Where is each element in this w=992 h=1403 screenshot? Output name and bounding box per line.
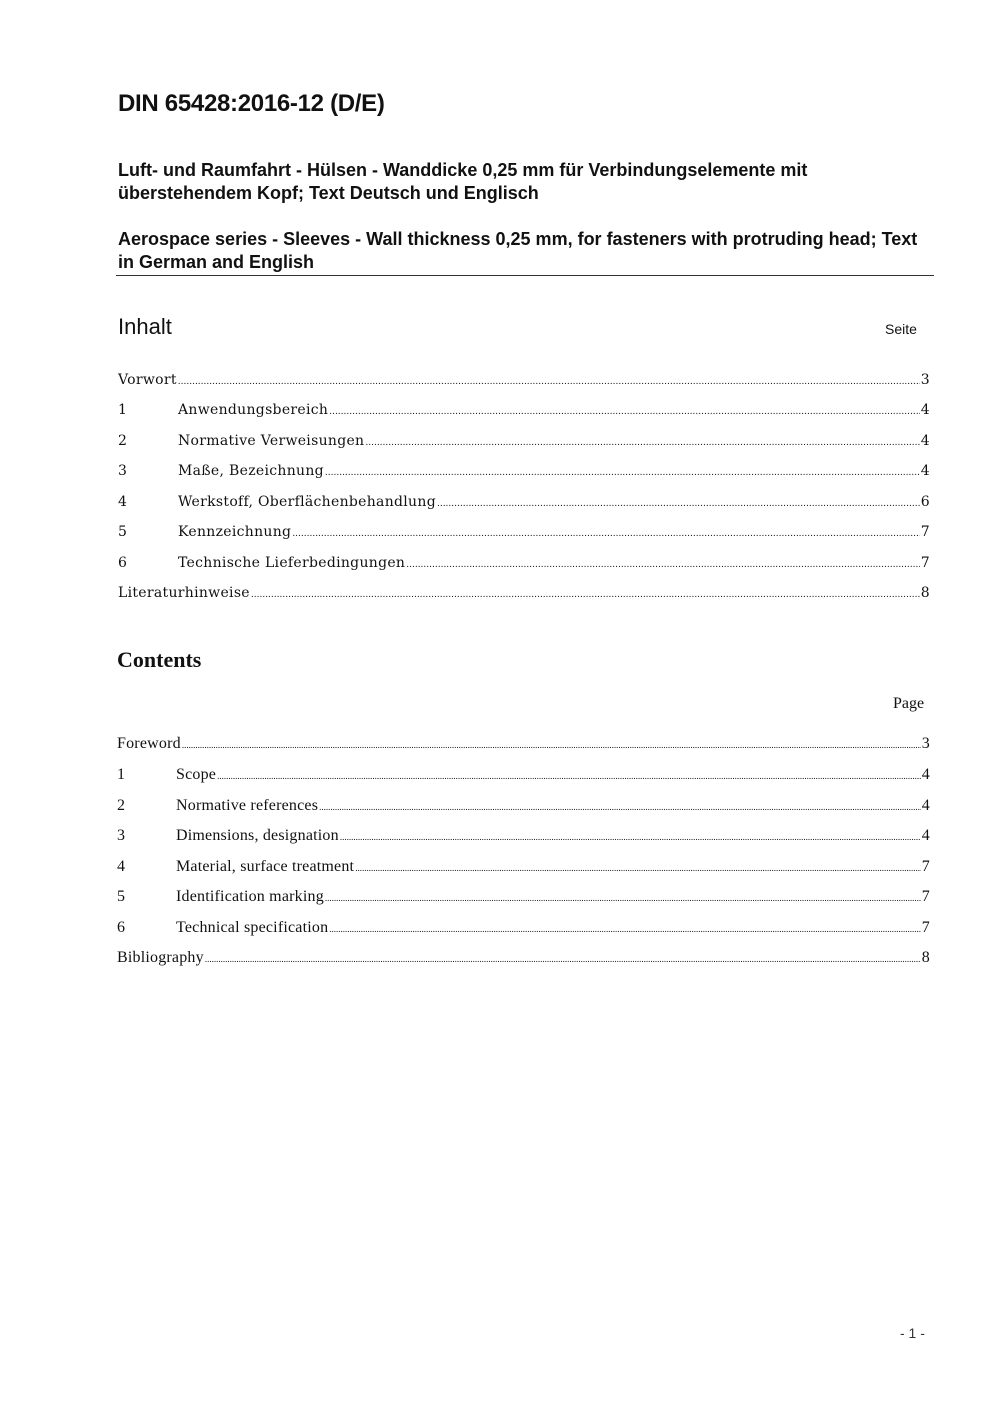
toc-en-entry-foreword[interactable] [117,735,930,753]
title-divider [116,275,934,276]
toc-entry-label: Vorwort [118,372,177,388]
toc-entry-number: 3 [117,827,126,844]
toc-de-entry-1[interactable] [118,402,930,418]
toc-entry-label: Technische Lieferbedingungen [178,555,406,571]
toc-entry-label: Scope [176,766,217,783]
toc-leader-dots [355,863,921,873]
toc-entry-number: 4 [117,858,126,875]
toc-leader-dots [205,954,921,964]
toc-entry-page: 4 [921,827,930,844]
toc-entry-page: 4 [920,463,930,479]
toc-de-entry-bibliography[interactable] [118,585,930,601]
toc-leader-dots [365,438,919,448]
toc-entry-label: Werkstoff, Oberflächenbehandlung [178,494,436,510]
toc-entry-label: Technical specification [176,919,329,936]
toc-de-entry-5[interactable] [118,524,930,540]
toc-entry-label: Identification marking [176,888,324,905]
toc-entry-number: 5 [118,524,128,540]
toc-leader-dots [251,590,920,600]
toc-entry-label: Foreword [117,735,181,752]
toc-entry-number: 4 [118,494,128,510]
title-english: Aerospace series - Sleeves - Wall thickness 0,25 mm, for fasteners with protruding head; Text in German and English [118,229,918,272]
toc-entry-label: Normative Verweisungen [178,433,365,449]
toc-de-heading: Inhalt [118,314,172,339]
toc-entry-page: 7 [921,858,930,875]
toc-entry-page: 4 [921,797,930,814]
toc-leader-dots [182,740,921,750]
toc-en-entry-1[interactable] [117,766,930,784]
toc-leader-dots [329,407,920,417]
title-german: Luft- und Raumfahrt - Hülsen - Wanddicke 0,25 mm für Verbindungselemente mit überstehendem Kopf; Text Deutsch und Englisch [118,160,808,203]
toc-entry-page: 7 [921,888,930,905]
toc-en-entry-6[interactable] [117,919,930,937]
toc-entry-label: Anwendungsbereich [178,402,329,418]
toc-entry-page: 8 [921,949,930,966]
toc-en-entry-bibliography[interactable] [117,949,930,967]
toc-de-entry-3[interactable] [118,463,930,479]
toc-entry-label: Maße, Bezeichnung [178,463,324,479]
toc-en-entry-5[interactable] [117,888,930,906]
toc-en-entry-3[interactable] [117,827,930,845]
toc-de-entry-2[interactable] [118,433,930,449]
toc-entry-page: 3 [921,735,930,752]
toc-en-entry-4[interactable] [117,858,930,876]
toc-leader-dots [325,893,921,903]
toc-leader-dots [340,832,921,842]
toc-de-entry-4[interactable] [118,494,930,510]
toc-en-page-label: Page [893,695,925,712]
toc-de-entry-6[interactable] [118,555,930,571]
toc-entry-number: 1 [118,402,128,418]
toc-entry-page: 6 [920,494,930,510]
toc-leader-dots [292,529,919,539]
toc-entry-label: Bibliography [117,949,204,966]
toc-entry-label: Literaturhinweise [118,585,250,601]
page-number: - 1 - [900,1325,925,1341]
toc-entry-number: 5 [117,888,126,905]
toc-leader-dots [319,802,921,812]
toc-leader-dots [437,499,920,509]
document-id: DIN 65428:2016-12 (D/E) [118,90,385,117]
toc-entry-number: 3 [118,463,128,479]
toc-entry-number: 2 [118,433,128,449]
toc-leader-dots [329,924,921,934]
toc-leader-dots [406,560,920,570]
toc-en-heading: Contents [117,647,202,672]
toc-entry-page: 7 [921,919,930,936]
toc-entry-page: 4 [920,402,930,418]
toc-entry-number: 6 [118,555,128,571]
toc-entry-number: 6 [117,919,126,936]
toc-leader-dots [178,377,920,387]
toc-entry-page: 3 [920,372,930,388]
toc-entry-page: 7 [920,524,930,540]
toc-de-page-label: Seite [885,321,917,337]
toc-entry-label: Material, surface treatment [176,858,355,875]
toc-entry-number: 1 [117,766,126,783]
toc-entry-label: Dimensions, designation [176,827,339,844]
toc-de-entry-foreword[interactable] [118,372,930,388]
toc-leader-dots [325,468,920,478]
toc-entry-label: Kennzeichnung [178,524,292,540]
toc-en-entry-2[interactable] [117,797,930,815]
toc-entry-page: 4 [920,433,930,449]
toc-entry-page: 7 [920,555,930,571]
toc-leader-dots [217,771,921,781]
toc-entry-page: 4 [921,766,930,783]
toc-entry-page: 8 [920,585,930,601]
toc-entry-number: 2 [117,797,126,814]
toc-entry-label: Normative references [176,797,319,814]
